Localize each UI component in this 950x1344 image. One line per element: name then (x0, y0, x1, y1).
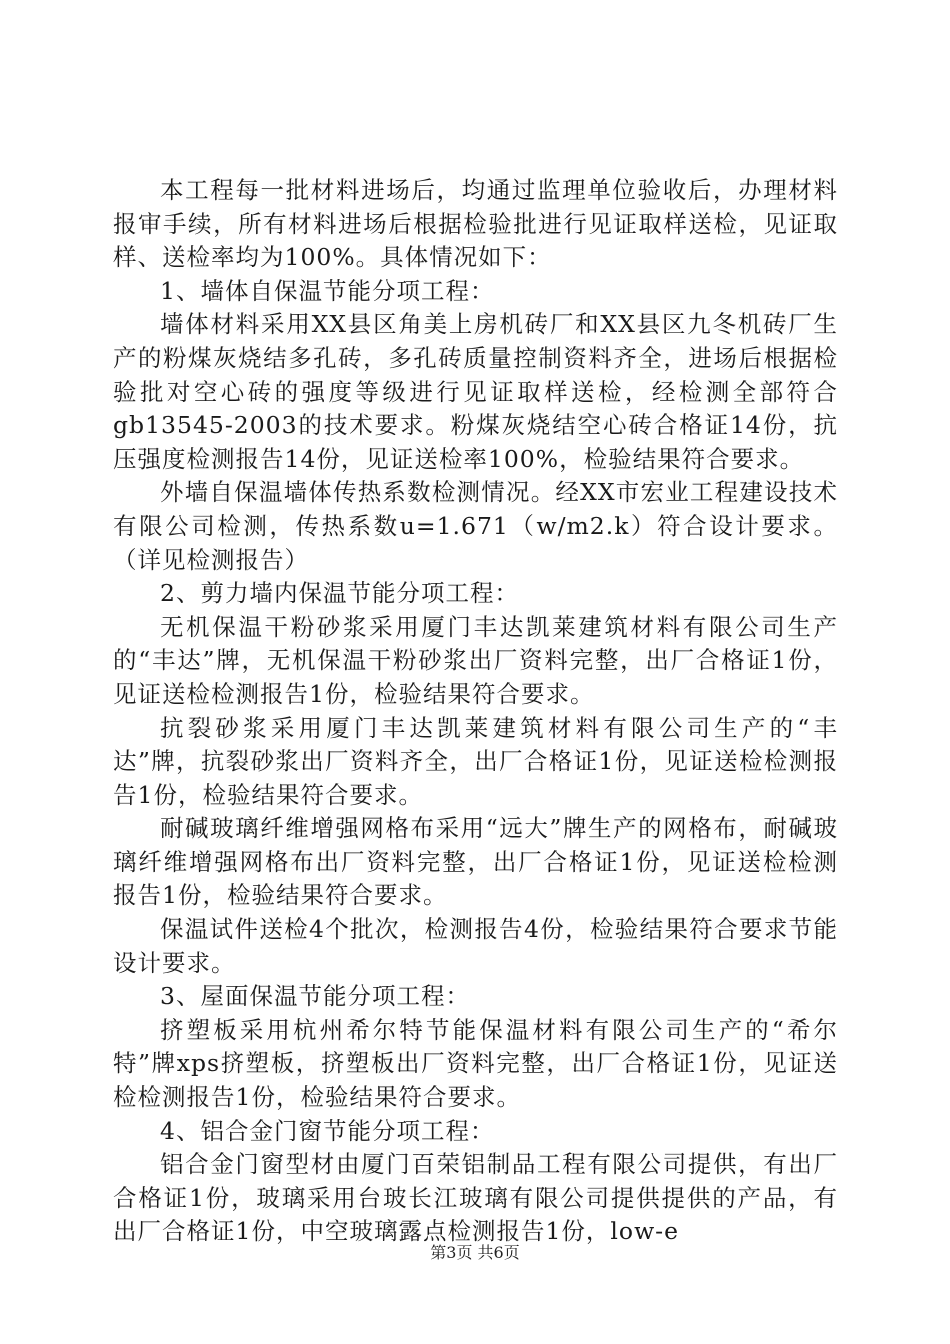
paragraph-mortar: 无机保温干粉砂浆采用厦门丰达凯莱建筑材料有限公司生产的“丰达”牌，无机保温干粉砂浆出厂资料完整，出厂合格证1份，见证送检检测报告1份，检验结果符合要求。 (113, 612, 838, 708)
paragraph-mesh-cloth: 耐碱玻璃纤维增强网格布采用“远大”牌生产的网格布，耐碱玻璃纤维增强网格布出厂资料完整，出厂合格证1份，见证送检检测报告1份，检验结果符合要求。 (113, 814, 838, 910)
page-number: 第3页 共6页 (430, 1243, 520, 1262)
section-heading-2: 2、剪力墙内保温节能分项工程： (160, 579, 519, 608)
paragraph-wall-material: 墙体材料采用XX县区角美上房机砖厂和XX县区九冬机砖厂生产的粉煤灰烧结多孔砖，多孔砖质量控制资料齐全，进场后根据检验批对空心砖的强度等级进行见证取样送检，经检测全部符合gb13545-2003的技术要求。粉煤灰烧结空心砖合格证14份，抗压强度检测报告14份，见证送检率100%，检验结果符合要求。 (113, 310, 838, 473)
section-heading-4: 4、铝合金门窗节能分项工程： (160, 1116, 495, 1145)
section-heading-3: 3、屋面保温节能分项工程： (160, 982, 470, 1011)
paragraph-heat-transfer: 外墙自保温墙体传热系数检测情况。经XX市宏业工程建设技术有限公司检测，传热系数u=1.671（w/m2.k）符合设计要求。（详见检测报告） (113, 478, 838, 574)
paragraph-intro: 本工程每一批材料进场后，均通过监理单位验收后，办理材料报审手续，所有材料进场后根据检验批进行见证取样送检，见证取样、送检率均为100%。具体情况如下： (113, 176, 838, 272)
paragraph-anti-crack-mortar: 抗裂砂浆采用厦门丰达凯莱建筑材料有限公司生产的“丰达”牌，抗裂砂浆出厂资料齐全，出厂合格证1份，见证送检检测报告1份，检验结果符合要求。 (113, 713, 838, 809)
section-heading-1: 1、墙体自保温节能分项工程： (160, 276, 495, 305)
paragraph-insulation-samples: 保温试件送检4个批次，检测报告4份，检验结果符合要求节能设计要求。 (113, 915, 838, 977)
page-footer (0, 1240, 950, 1263)
document-body (113, 174, 838, 1249)
paragraph-aluminum-windows: 铝合金门窗型材由厦门百荣铝制品工程有限公司提供，有出厂合格证1份，玻璃采用台玻长江玻璃有限公司提供提供的产品，有出厂合格证1份，中空玻璃露点检测报告1份，low-e (113, 1150, 838, 1246)
paragraph-xps-board: 挤塑板采用杭州希尔特节能保温材料有限公司生产的“希尔特”牌xps挤塑板，挤塑板出厂资料完整，出厂合格证1份，见证送检检测报告1份，检验结果符合要求。 (113, 1015, 838, 1112)
